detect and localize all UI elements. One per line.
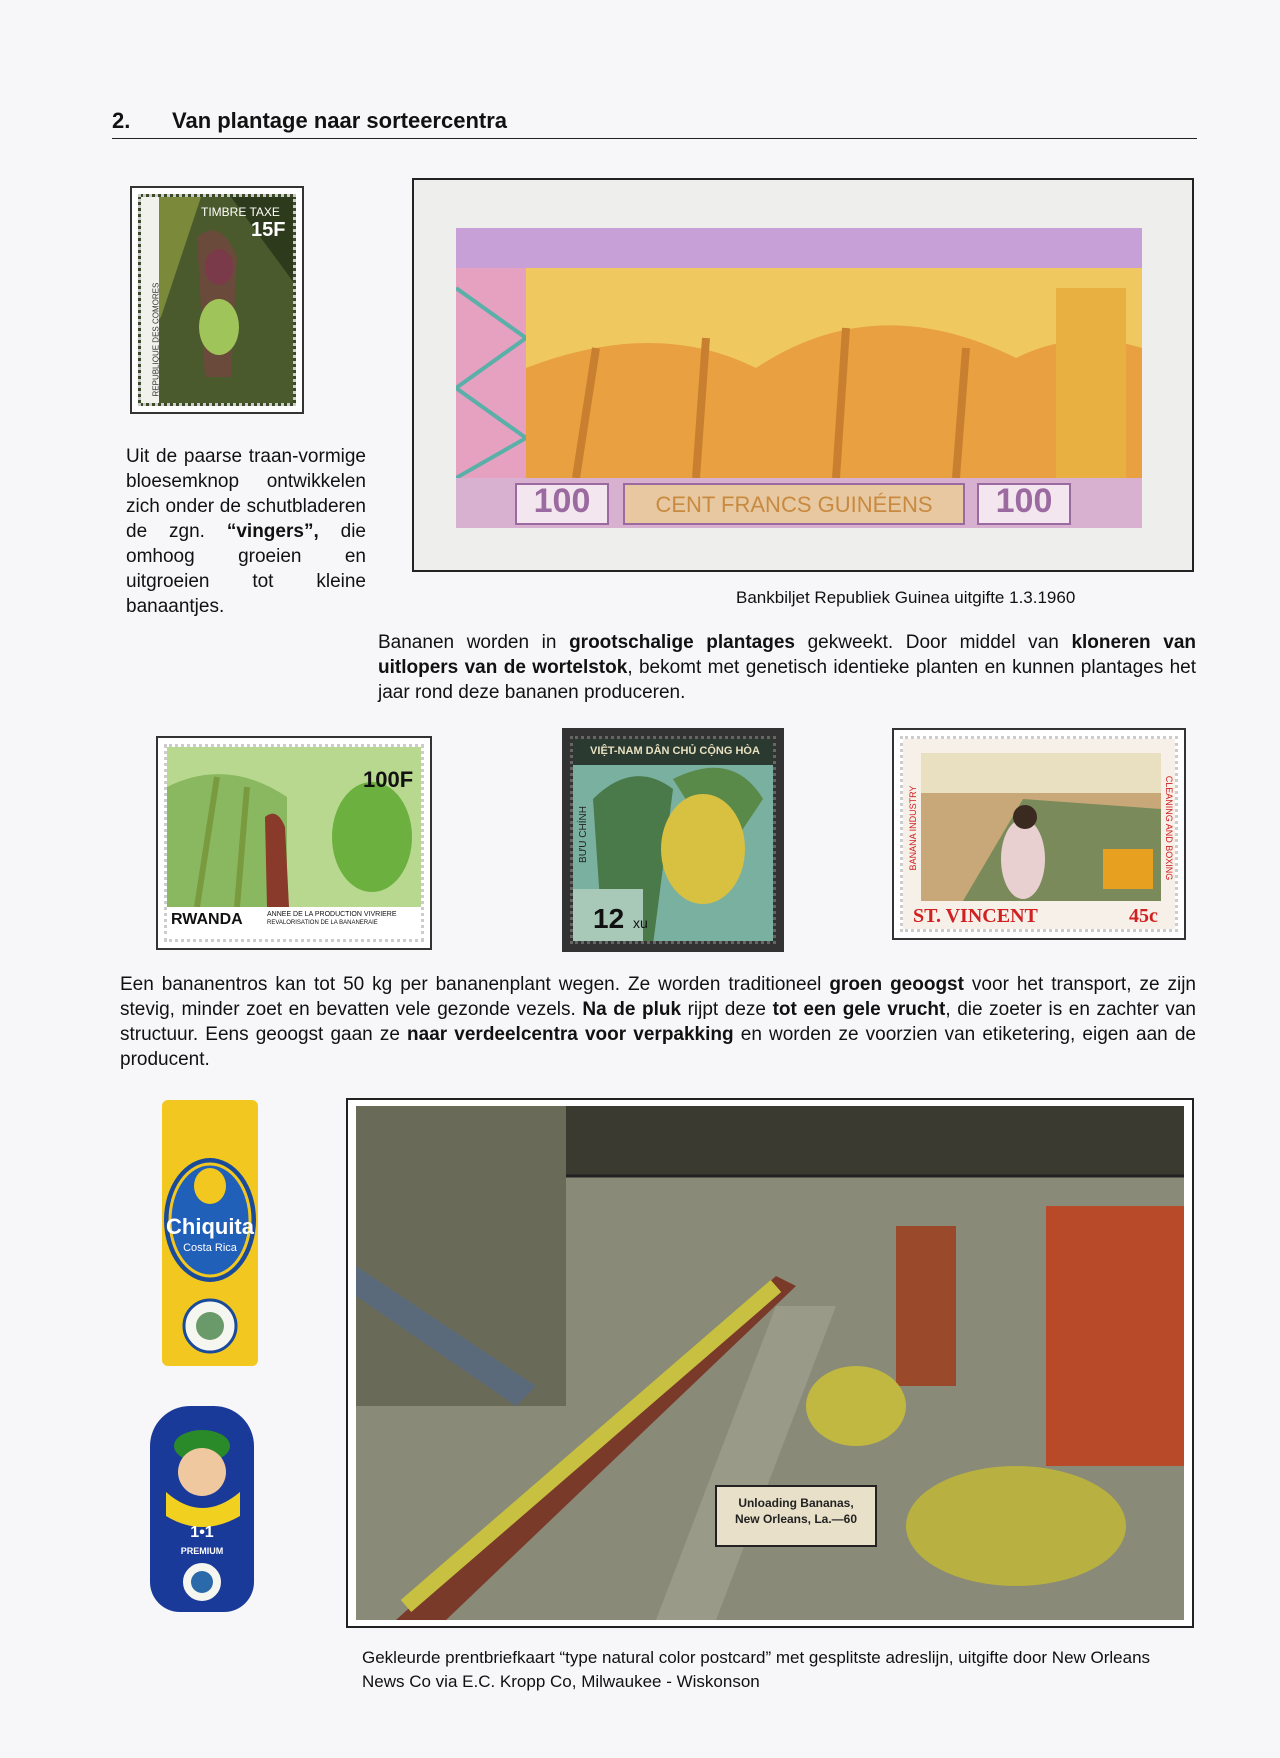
paragraph-blossom: Uit de paarse traan-vormige bloesemknop ontwikkelen zich onder de schutbladeren de zgn. “vingers”, die omhoog groeien en uitgroeien tot kleine banaantjes. xyxy=(126,446,366,617)
stamp-rwanda-value: 100F xyxy=(363,767,414,792)
label-premium xyxy=(150,1406,254,1612)
postcard-image xyxy=(356,1106,1184,1620)
stamp-rwanda-country: RWANDA xyxy=(171,911,243,928)
banknote-center-text: CENT FRANCS GUINÉENS xyxy=(655,492,933,517)
stamp-comores-value: 15F xyxy=(251,219,286,241)
stamp-stvincent-value: 45c xyxy=(1129,905,1158,927)
stamp-vietnam-value: 12 xyxy=(593,903,625,934)
label-premium-sub: PREMIUM xyxy=(180,1546,224,1556)
postcard-sign-line2: New Orleans, La.—60 xyxy=(734,1512,858,1526)
banknote-caption: Bankbiljet Republiek Guinea uitgifte 1.3.1960 xyxy=(736,588,1076,607)
stamp-comores xyxy=(130,186,304,414)
stamp-rwanda-line1: ANNEE DE LA PRODUCTION VIVRIERE xyxy=(267,911,397,918)
paragraph-plantages: Bananen worden in grootschalige plantages gekweekt. Door middel van kloneren van uitlopers van de wortelstok, bekomt met genetisch identieke planten en kunnen plantages het jaar rond deze bananen produceren. xyxy=(378,632,1197,703)
section-number: 2. xyxy=(112,108,131,133)
postcard xyxy=(356,1106,1184,1620)
stamp-vietnam xyxy=(562,728,784,952)
banknote xyxy=(456,228,1142,528)
stamp-stvincent-country: ST. VINCENT xyxy=(913,905,1038,927)
stamp-vietnam-side: BƯU CHÍNH xyxy=(577,806,589,863)
stamp-stvincent-side-right: CLEANING AND BOXING xyxy=(1164,775,1174,881)
label-chiquita xyxy=(162,1100,258,1366)
paragraph-harvest: Een bananentros kan tot 50 kg per bananenplant wegen. Ze worden traditioneel groen geoogst voor het transport, ze zijn stevig, minder zoet en bevatten vele gezonde vezels. Na de pluk rijpt deze tot een gele vrucht, die zoeter is en zachter van structuur. Eens geoogst gaan ze naar verdeelcentra voor verpakking en worden ze voorzien van etiketering, eigen aan de producent. xyxy=(120,974,1197,1070)
section-heading xyxy=(112,108,1197,139)
banknote-value-left: 100 xyxy=(533,482,591,520)
label-chiquita-origin: Costa Rica xyxy=(183,1242,237,1254)
stamp-vietnam-unit: xu xyxy=(633,915,648,931)
stamp-stvincent-image xyxy=(903,739,1178,932)
banknote-value-right: 100 xyxy=(995,482,1053,520)
postcard-caption: Gekleurde prentbriefkaart “type natural color postcard” met gesplitste adreslijn, uitgifte door New Orleans News Co via E.C. Kropp Co, Milwaukee - Wiskonson xyxy=(362,1648,1151,1691)
stamp-comores-side: REPUBLIQUE DES COMORES xyxy=(151,282,161,397)
postcard-frame xyxy=(346,1098,1194,1628)
stamp-stvincent-side-left: BANANA INDUSTRY xyxy=(908,785,918,871)
label-premium-image xyxy=(150,1406,254,1612)
label-chiquita-brand: Chiquita xyxy=(166,1214,254,1239)
label-premium-brand: 1•1 xyxy=(190,1524,214,1541)
stamp-rwanda-line2: REVALORISATION DE LA BANANERAIE xyxy=(267,920,378,926)
stamp-stvincent xyxy=(892,728,1186,940)
stamp-vietnam-top: VIỆT-NAM DÂN CHỦ CỘNG HÒA xyxy=(590,745,760,757)
stamp-rwanda xyxy=(156,736,432,950)
stamp-comores-label: TIMBRE TAXE xyxy=(201,205,280,219)
postcard-sign-line1: Unloading Bananas, xyxy=(738,1496,854,1510)
banknote-frame xyxy=(412,178,1194,572)
section-title: Van plantage naar sorteercentra xyxy=(172,108,508,133)
